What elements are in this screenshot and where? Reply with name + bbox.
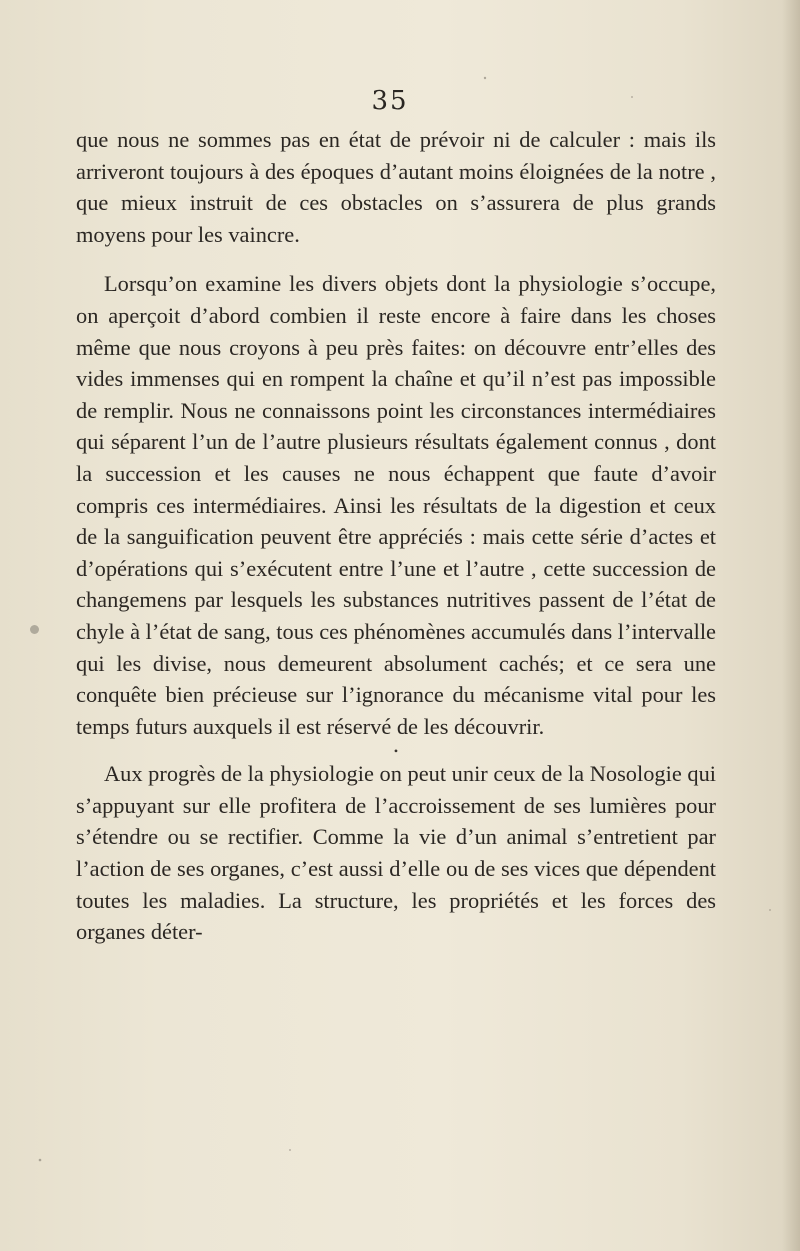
paper-speck [289,1149,291,1151]
paper-speck [769,909,771,911]
body-text [76,124,716,948]
page-number: 35 [371,86,409,116]
paragraph: Lorsqu’on examine les divers objets dont la physiologie s’occupe, on aperçoit d’abord combien il reste encore à faire dans les choses même que nous croyons à peu près faites: on découvre entr’elles des vides immenses qui en rompent la chaîne et qu’il n’est pas impossible de remplir. Nous ne connaissons point les circonstances intermédiaires qui séparent l’un de l’autre plusieurs résultats également connus , dont la succession et les causes ne nous échappent que faute d’avoir compris ces intermédiaires. Ainsi les résultats de la digestion et ceux de la sanguification peuvent être appréciés : mais cette série d’actes et d’opérations qui s’exécutent entre l’une et l’autre , cette succession de changemens par lesquels les substances nutritives passent de l’état de chyle à l’état de sang, tous ces phénomènes accumulés dans l’intervalle qui les divise, nous demeurent absolument cachés; et ce sera une conquête bien précieuse sur l’ignorance du mécanisme vital pour les temps futurs auxquels il est réservé de les découvrir. [76,271,716,739]
margin-stain [30,625,39,634]
paper-speck [631,96,633,98]
paragraph: Aux progrès de la physiologie on peut unir ceux de la Nosologie qui s’appuyant sur elle profitera de l’accroissement de ses lumières pour s’étendre ou se rectifier. Comme la vie d’un animal s’entretient par l’action de ses organes, c’est aussi d’elle ou de ses vices que dépendent toutes les maladies. La structure, les propriétés et les forces des organes déter- [76,761,716,945]
paper-speck [39,1159,42,1162]
paper-speck [484,77,486,79]
paragraph: que nous ne sommes pas en état de prévoir ni de calculer : mais ils arriveront toujours à des époques d’autant moins éloignées de la notre , que mieux instruit de ces obstacles on s’assurera de plus grands moyens pour les vaincre. [76,127,716,247]
page-edge-shadow [782,0,800,1251]
separator-dot: • [393,744,399,759]
